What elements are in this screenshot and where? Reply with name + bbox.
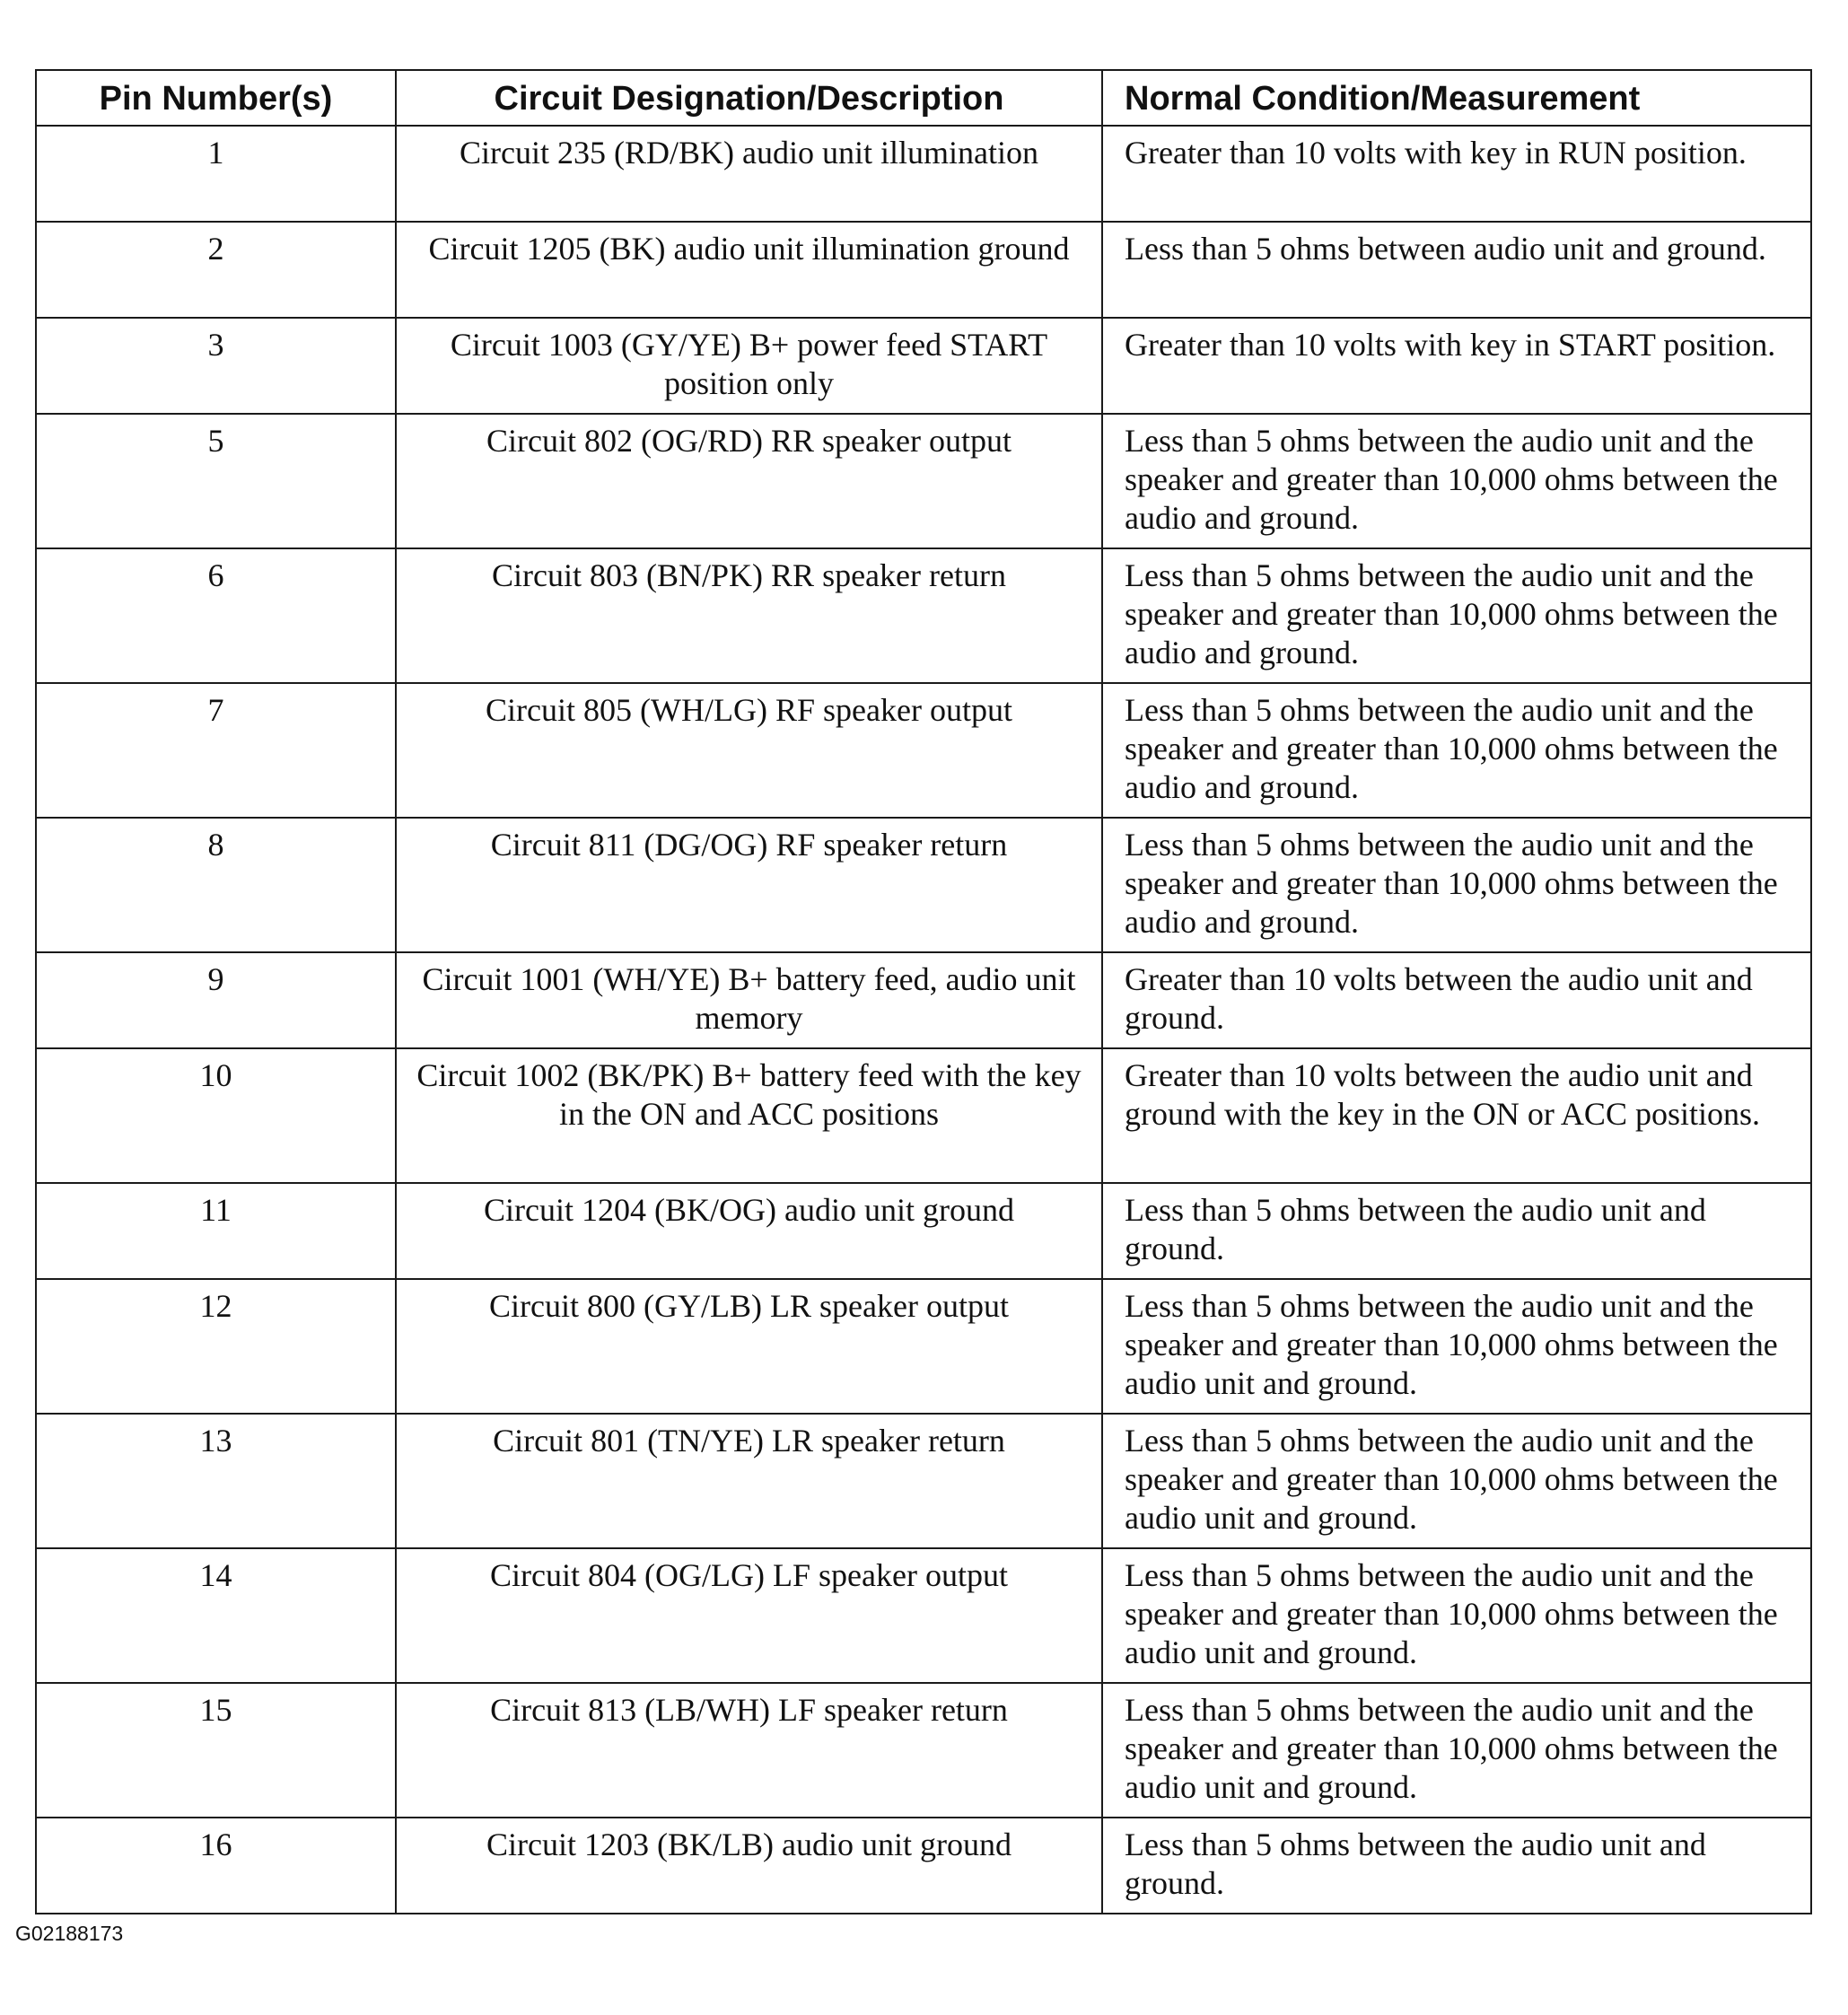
condition-cell: Less than 5 ohms between the audio unit and the speaker and greater than 10,000 ohms between the audio and ground. (1102, 414, 1811, 548)
pin-cell: 3 (36, 318, 396, 414)
condition-cell: Less than 5 ohms between the audio unit and the speaker and greater than 10,000 ohms between the audio unit and ground. (1102, 1279, 1811, 1414)
pin-cell: 2 (36, 222, 396, 318)
table-row (36, 1818, 1811, 1914)
condition-cell: Less than 5 ohms between the audio unit and the speaker and greater than 10,000 ohms between the audio and ground. (1102, 683, 1811, 818)
description-cell: Circuit 1001 (WH/YE) B+ battery feed, audio unit memory (396, 952, 1102, 1048)
table-row (36, 1048, 1811, 1183)
description-cell: Circuit 804 (OG/LG) LF speaker output (396, 1548, 1102, 1683)
pin-cell: 16 (36, 1818, 396, 1914)
condition-cell: Less than 5 ohms between the audio unit and the speaker and greater than 10,000 ohms between the audio unit and ground. (1102, 1683, 1811, 1818)
pin-cell: 14 (36, 1548, 396, 1683)
table-row (36, 414, 1811, 548)
pin-cell: 15 (36, 1683, 396, 1818)
pin-cell: 8 (36, 818, 396, 952)
condition-cell: Less than 5 ohms between the audio unit and the speaker and greater than 10,000 ohms between the audio and ground. (1102, 548, 1811, 683)
pin-cell: 5 (36, 414, 396, 548)
header-row (36, 70, 1811, 126)
condition-cell: Less than 5 ohms between the audio unit and ground. (1102, 1818, 1811, 1914)
table-header (36, 70, 1811, 126)
condition-cell: Greater than 10 volts with key in START position. (1102, 318, 1811, 414)
condition-cell: Greater than 10 volts with key in RUN position. (1102, 126, 1811, 222)
condition-cell: Less than 5 ohms between the audio unit and ground. (1102, 1183, 1811, 1279)
table-row (36, 1183, 1811, 1279)
table-row (36, 318, 1811, 414)
description-cell: Circuit 1204 (BK/OG) audio unit ground (396, 1183, 1102, 1279)
condition-cell: Greater than 10 volts between the audio unit and ground with the key in the ON or ACC positions. (1102, 1048, 1811, 1183)
pin-cell: 7 (36, 683, 396, 818)
table-row (36, 818, 1811, 952)
pin-cell: 1 (36, 126, 396, 222)
description-cell: Circuit 235 (RD/BK) audio unit illumination (396, 126, 1102, 222)
description-cell: Circuit 803 (BN/PK) RR speaker return (396, 548, 1102, 683)
description-cell: Circuit 1205 (BK) audio unit illumination ground (396, 222, 1102, 318)
table-row (36, 683, 1811, 818)
condition-cell: Greater than 10 volts between the audio unit and ground. (1102, 952, 1811, 1048)
table-row (36, 1683, 1811, 1818)
description-cell: Circuit 802 (OG/RD) RR speaker output (396, 414, 1102, 548)
description-cell: Circuit 1002 (BK/PK) B+ battery feed with the key in the ON and ACC positions (396, 1048, 1102, 1183)
pin-circuit-table (35, 69, 1812, 1914)
table-row (36, 1548, 1811, 1683)
pin-cell: 9 (36, 952, 396, 1048)
condition-cell: Less than 5 ohms between the audio unit and the speaker and greater than 10,000 ohms between the audio and ground. (1102, 818, 1811, 952)
table-row (36, 548, 1811, 683)
table-row (36, 1279, 1811, 1414)
description-cell: Circuit 1203 (BK/LB) audio unit ground (396, 1818, 1102, 1914)
table-row (36, 222, 1811, 318)
description-cell: Circuit 805 (WH/LG) RF speaker output (396, 683, 1102, 818)
header-normal-condition: Normal Condition/Measurement (1102, 70, 1811, 126)
description-cell: Circuit 813 (LB/WH) LF speaker return (396, 1683, 1102, 1818)
header-pin-numbers: Pin Number(s) (36, 70, 396, 126)
description-cell: Circuit 1003 (GY/YE) B+ power feed START position only (396, 318, 1102, 414)
description-cell: Circuit 800 (GY/LB) LR speaker output (396, 1279, 1102, 1414)
table-row (36, 1414, 1811, 1548)
pin-cell: 11 (36, 1183, 396, 1279)
pin-cell: 6 (36, 548, 396, 683)
condition-cell: Less than 5 ohms between the audio unit and the speaker and greater than 10,000 ohms between the audio unit and ground. (1102, 1414, 1811, 1548)
table-row (36, 126, 1811, 222)
header-circuit-description: Circuit Designation/Description (396, 70, 1102, 126)
pin-cell: 13 (36, 1414, 396, 1548)
pin-cell: 10 (36, 1048, 396, 1183)
condition-cell: Less than 5 ohms between the audio unit and the speaker and greater than 10,000 ohms between the audio unit and ground. (1102, 1548, 1811, 1683)
condition-cell: Less than 5 ohms between audio unit and ground. (1102, 222, 1811, 318)
pin-cell: 12 (36, 1279, 396, 1414)
table-row (36, 952, 1811, 1048)
description-cell: Circuit 811 (DG/OG) RF speaker return (396, 818, 1102, 952)
description-cell: Circuit 801 (TN/YE) LR speaker return (396, 1414, 1102, 1548)
figure-id: G02188173 (15, 1922, 124, 1945)
